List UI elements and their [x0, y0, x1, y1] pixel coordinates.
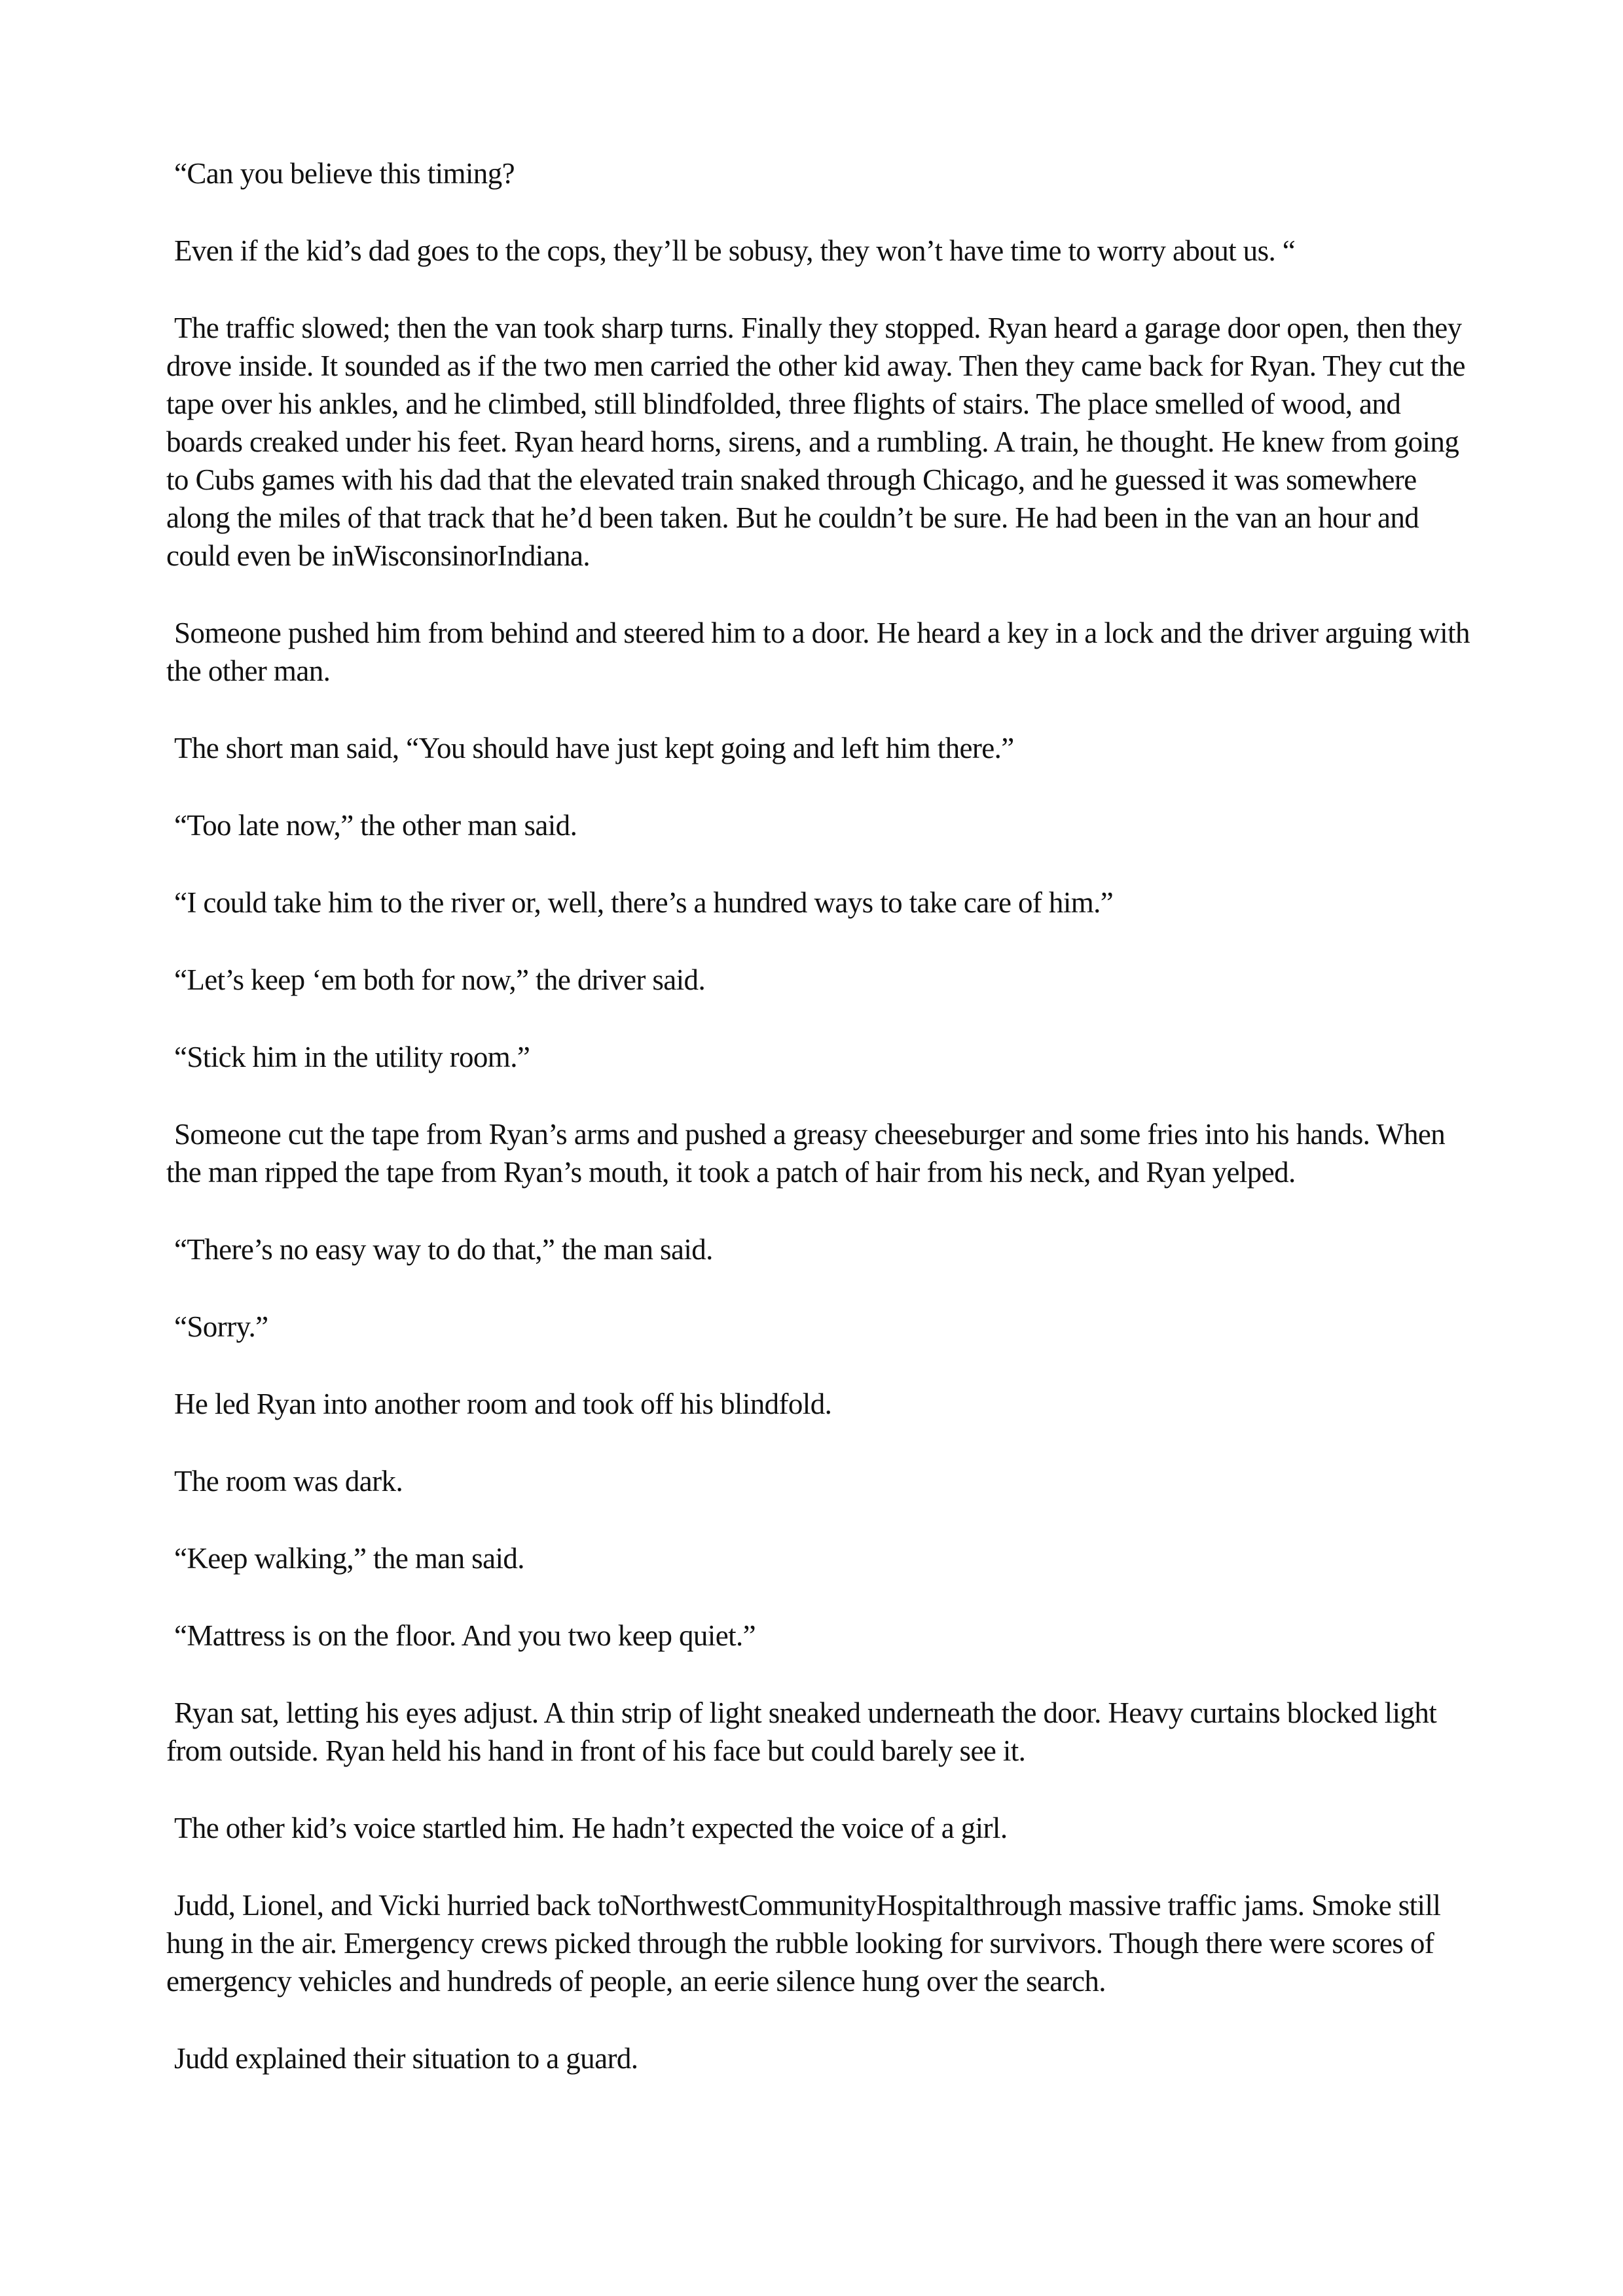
paragraph: “Too late now,” the other man said.	[174, 809, 577, 842]
paragraph: “Keep walking,” the man said.	[174, 1542, 524, 1575]
paragraph: “There’s no easy way to do that,” the man said.	[174, 1233, 713, 1266]
paragraph: “Mattress is on the floor. And you two keep quiet.”	[174, 1619, 756, 1652]
paragraph: Judd explained their situation to a guard.	[174, 2042, 638, 2075]
paragraph: “Stick him in the utility room.”	[174, 1041, 530, 1073]
paragraph: Someone pushed him from behind and steered him to a door. He heard a key in a lock and the driver arguing with the other man.	[166, 617, 1470, 687]
paragraph: Judd, Lionel, and Vicki hurried back toNorthwestCommunityHospitalthrough massive traffic jams. Smoke still hung in the air. Emergency crews picked through the rubble looking for survivors. Though there were scores of emergency vehicles and hundreds of people, an eerie silence hung over the search.	[166, 1889, 1441, 1998]
paragraph: The short man said, “You should have just kept going and left him there.”	[174, 732, 1014, 764]
paragraph: Ryan sat, letting his eyes adjust. A thin strip of light sneaked underneath the door. Heavy curtains blocked light from outside. Ryan held his hand in front of his face but could barely see it.	[166, 1696, 1437, 1767]
paragraph: Even if the kid’s dad goes to the cops, they’ll be sobusy, they won’t have time to worry about us. “	[174, 234, 1296, 267]
paragraph: The room was dark.	[174, 1465, 403, 1498]
paragraph: The traffic slowed; then the van took sharp turns. Finally they stopped. Ryan heard a garage door open, then they drove inside. It sounded as if the two men carried the other kid away. Then they came back for Ryan. They cut the tape over his ankles, and he climbed, still blindfolded, three flights of stairs. The place smelled of wood, and boards creaked under his feet. Ryan heard horns, sirens, and a rumbling. A train, he thought. He knew from going to Cubs games with his dad that the elevated train snaked through Chicago, and he guessed it was somewhere along the miles of that track that he’d been taken. But he couldn’t be sure. He had been in the van an hour and could even be inWisconsinorIndiana.	[166, 312, 1465, 572]
paragraph: He led Ryan into another room and took off his blindfold.	[174, 1388, 832, 1420]
paragraph: “Can you believe this timing?	[174, 157, 515, 190]
paragraph: “Let’s keep ‘em both for now,” the driver said.	[174, 963, 706, 996]
paragraph: “Sorry.”	[174, 1310, 268, 1343]
paragraph: The other kid’s voice startled him. He hadn’t expected the voice of a girl.	[174, 1812, 1008, 1844]
body-text	[166, 154, 1476, 2117]
paragraph: Someone cut the tape from Ryan’s arms and pushed a greasy cheeseburger and some fries into his hands. When the man ripped the tape from Ryan’s mouth, it took a patch of hair from his neck, and Ryan yelped.	[166, 1118, 1446, 1189]
paragraph: “I could take him to the river or, well, there’s a hundred ways to take care of him.”	[174, 886, 1114, 919]
